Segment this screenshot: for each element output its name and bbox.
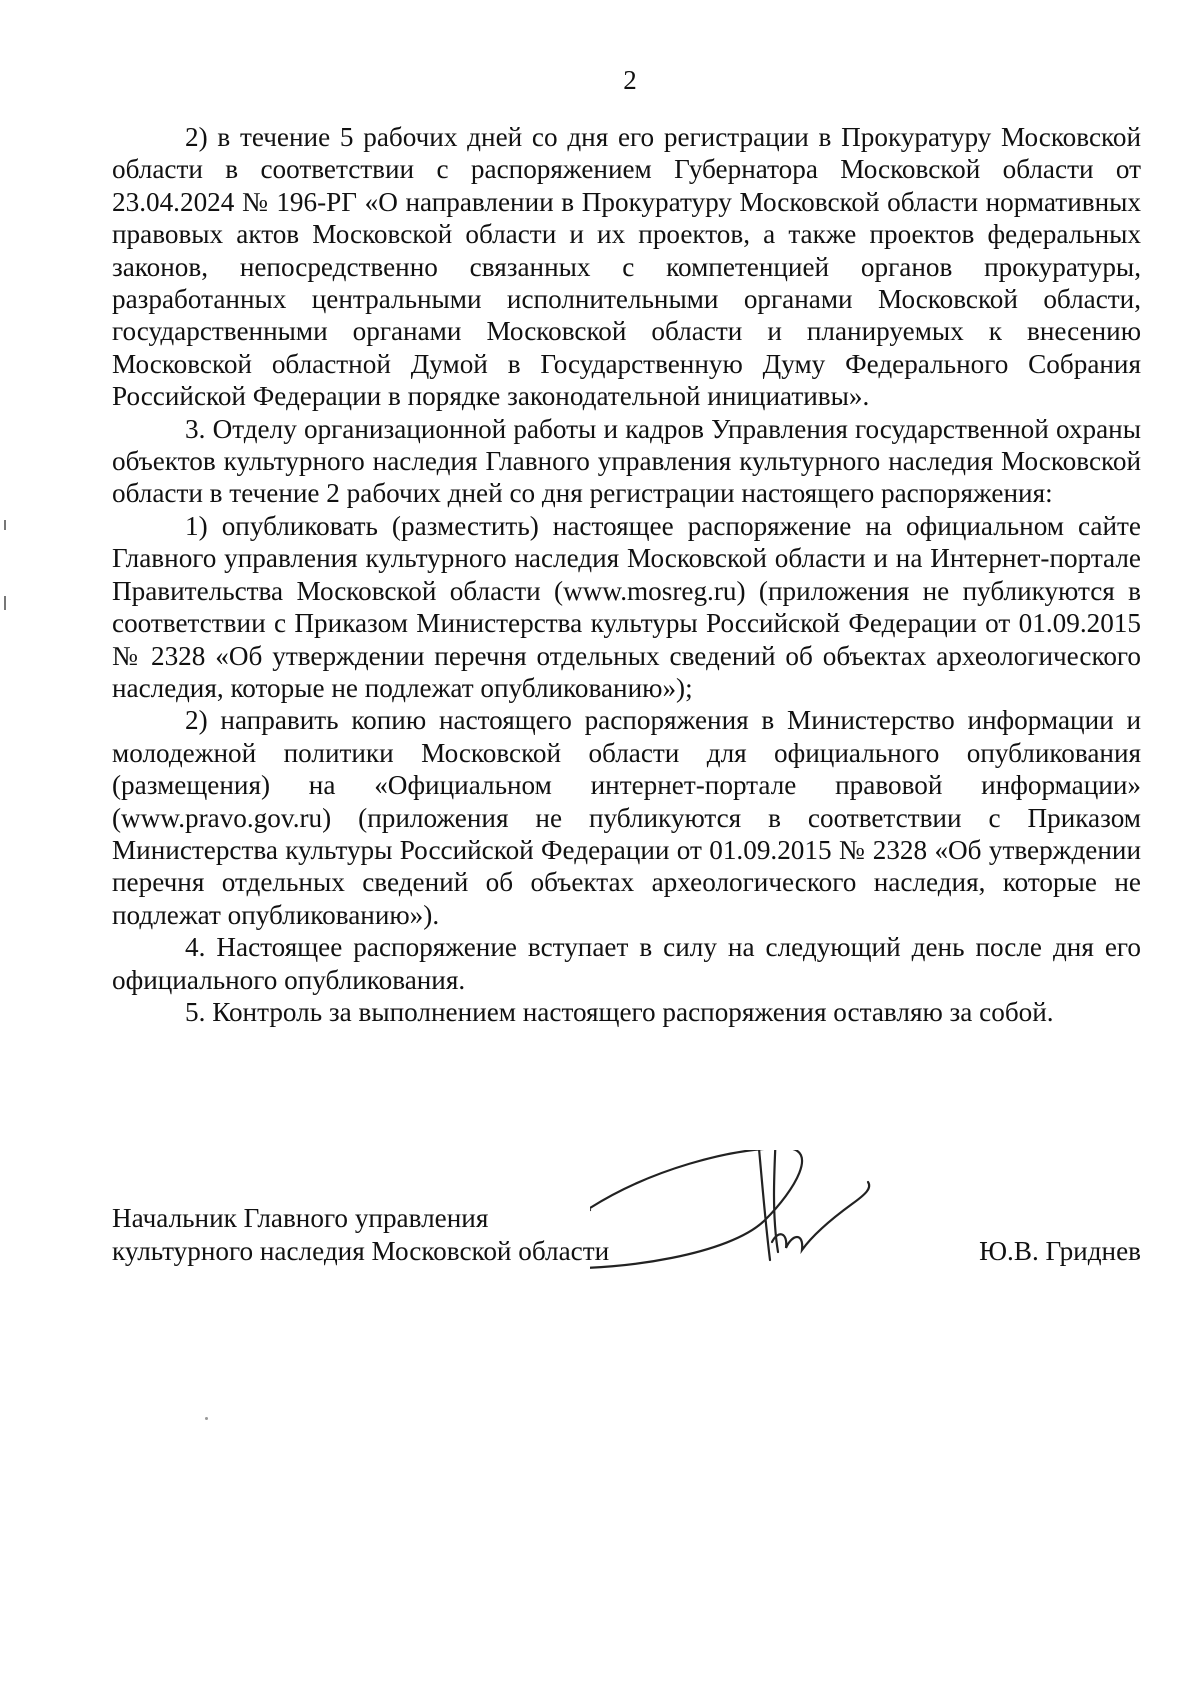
paragraph-4: 4. Настоящее распоряжение вступает в силу на следующий день после дня его официального опубликования. xyxy=(112,932,1141,995)
signatory-position-line-2: культурного наследия Московской области xyxy=(112,1236,610,1266)
scan-speck xyxy=(205,1417,208,1420)
signatory-position-line-1: Начальник Главного управления xyxy=(112,1203,489,1233)
page-number: 2 xyxy=(623,65,637,95)
paragraph-3-1: 1) опубликовать (разместить) настоящее распоряжение на официальном сайте Главного управления культурного наследия Московской области и на Интернет-портале Правительства Московской области (www.mosreg.ru) (приложения не публикуются в соответствии с Приказом Министерства культуры Российской Федерации от 01.09.2015 № 2328 «Об утверждении перечня отдельных сведений об объектах археологического наследия, которые не подлежат опубликованию»); xyxy=(112,510,1141,703)
handwritten-signature xyxy=(590,1150,950,1350)
paragraph-2-2: 2) в течение 5 рабочих дней со дня его регистрации в Прокуратуру Московской области в соответствии с распоряжением Губернатора Московской области от 23.04.2024 № 196-РГ «О направлении в Прокуратуру Московской области нормативных правовых актов Московской области и их проектов, а также проектов федеральных законов, непосредственно связанных с компетенцией органов прокуратуры, разработанных центральными исполнительными органами Московской области, государственными органами Московской области и планируемых к внесению Московской областной Думой в Государственную Думу Федерального Собрания Российской Федерации в порядке законодательной инициативы». xyxy=(112,122,1141,412)
paragraph-3: 3. Отделу организационной работы и кадров Управления государственной охраны объектов культурного наследия Главного управления культурного наследия Московской области в течение 2 рабочих дней со дня регистрации настоящего распоряжения: xyxy=(112,413,1141,509)
paragraph-3-2: 2) направить копию настоящего распоряжения в Министерство информации и молодежной политики Московской области для официального опубликования (размещения) на «Официальном интернет-портале правовой информации» (www.pravo.gov.ru) (приложения не публикуются в соответствии с Приказом Министерства культуры Российской Федерации от 01.09.2015 № 2328 «Об утверждении перечня отдельных сведений об объектах археологического наследия, которые не подлежат опубликованию»). xyxy=(112,705,1141,930)
document-body xyxy=(112,121,1141,1028)
scan-margin-mark xyxy=(4,520,6,530)
signatory-name: Ю.В. Гриднев xyxy=(979,1236,1141,1266)
paragraph-5: 5. Контроль за выполнением настоящего распоряжения оставляю за собой. xyxy=(185,996,1054,1027)
scan-margin-mark xyxy=(4,596,6,610)
